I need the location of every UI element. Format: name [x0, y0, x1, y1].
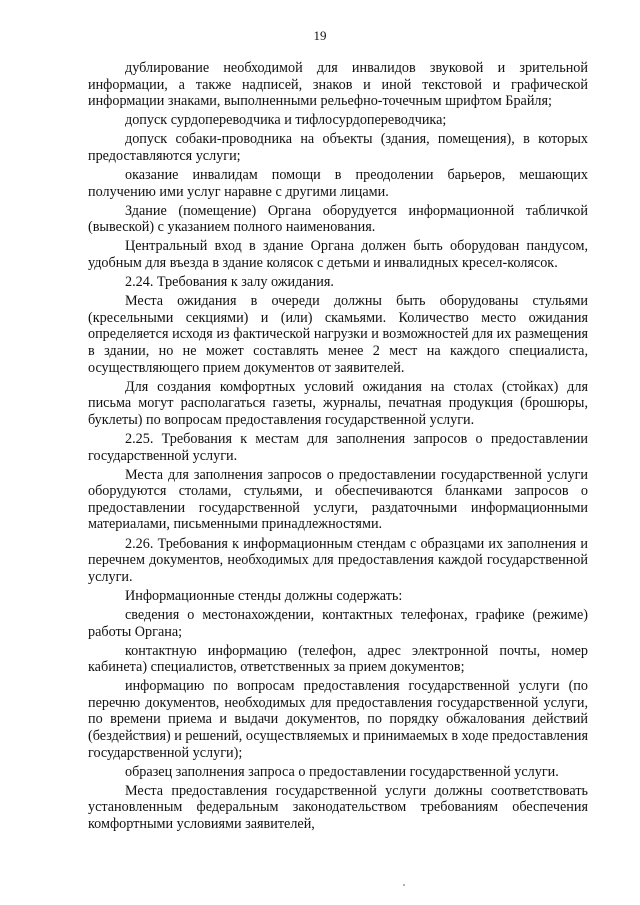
section-heading-2-24: 2.24. Требования к залу ожидания.	[125, 274, 334, 291]
paragraph-stands-contacts: контактную информацию (телефон, адрес электронной почты, номер кабинета) специалистов, ответственных за прием документов;	[88, 642, 588, 676]
paragraph-guide-dog: допуск собаки-проводника на объекты (здания, помещения), в которых предоставляются услуги;	[88, 131, 588, 164]
paragraph-ramp-entrance: Центральный вход в здание Органа должен быть оборудован пандусом, удобным для въезда в здание колясок с детьми и инвалидных кресел-колясок.	[88, 238, 588, 272]
paragraph-stands-service-info: информацию по вопросам предоставления государственной услуги (по перечню документов, необходимых для предоставления государственной услуги, по времени приема и выдачи документов, по порядку обжалования действий (бездействия) и решений, осуществляемых и принимаемых в ходе предоставления государственной услуги);	[88, 678, 588, 761]
paragraph-request-places: Места для заполнения запросов о предоставлении государственной услуги оборудуются столами, стульями, и обеспечиваются бланками запросов о предоставлении государственной услуги, раздаточными информационными материалами, письменными принадлежностями.	[88, 466, 588, 533]
paragraph-waiting-comfort: Для создания комфортных условий ожидания на столах (стойках) для письма могут располагаться газеты, журналы, печатная продукция (брошюры, буклеты) по вопросам предоставления государственной услуги.	[88, 378, 588, 428]
paragraph-building-sign: Здание (помещение) Органа оборудуется информационной табличкой (вывеской) с указанием полного наименования.	[88, 202, 588, 236]
section-heading-2-26: 2.26. Требования к информационным стендам с образцами их заполнения и перечнем документов, необходимых для предоставления каждой государственной услуги.	[88, 535, 588, 585]
paragraph-barrier-assistance: оказание инвалидам помощи в преодолении барьеров, мешающих получению ими услуг наравне с другими лицами.	[88, 167, 588, 200]
document-body	[88, 60, 588, 833]
paragraph-braille-info: дублирование необходимой для инвалидов звуковой и зрительной информации, а также надписей, знаков и иной текстовой и графической информации знаками, выполненными рельефно-точечным шрифтом Брайля;	[88, 60, 588, 110]
paragraph-sign-interpreter: допуск сурдопереводчика и тифлосурдопереводчика;	[125, 112, 447, 129]
paragraph-stands-intro: Информационные стенды должны содержать:	[125, 587, 403, 604]
scan-dot-mark	[403, 884, 405, 886]
section-heading-2-25: 2.25. Требования к местам для заполнения запросов о предоставлении государственной услуги.	[88, 430, 588, 464]
page-number: 19	[313, 28, 327, 43]
paragraph-stands-sample: образец заполнения запроса о предоставлении государственной услуги.	[125, 763, 559, 780]
paragraph-waiting-seats: Места ожидания в очереди должны быть оборудованы стульями (кресельными секциями) и (или) скамьями. Количество место ожидания определяется исходя из фактической нагрузки и возможностей для их размещения в здании, но не может составлять менее 2 мест на каждого специалиста, осуществляющего прием документов от заявителей.	[88, 293, 588, 376]
paragraph-stands-location: сведения о местонахождении, контактных телефонах, графике (режиме) работы Органа;	[88, 606, 588, 640]
paragraph-service-places: Места предоставления государственной услуги должны соответствовать установленным федеральным законодательством требованиям обеспечения комфортными условиями заявителей,	[88, 782, 588, 833]
